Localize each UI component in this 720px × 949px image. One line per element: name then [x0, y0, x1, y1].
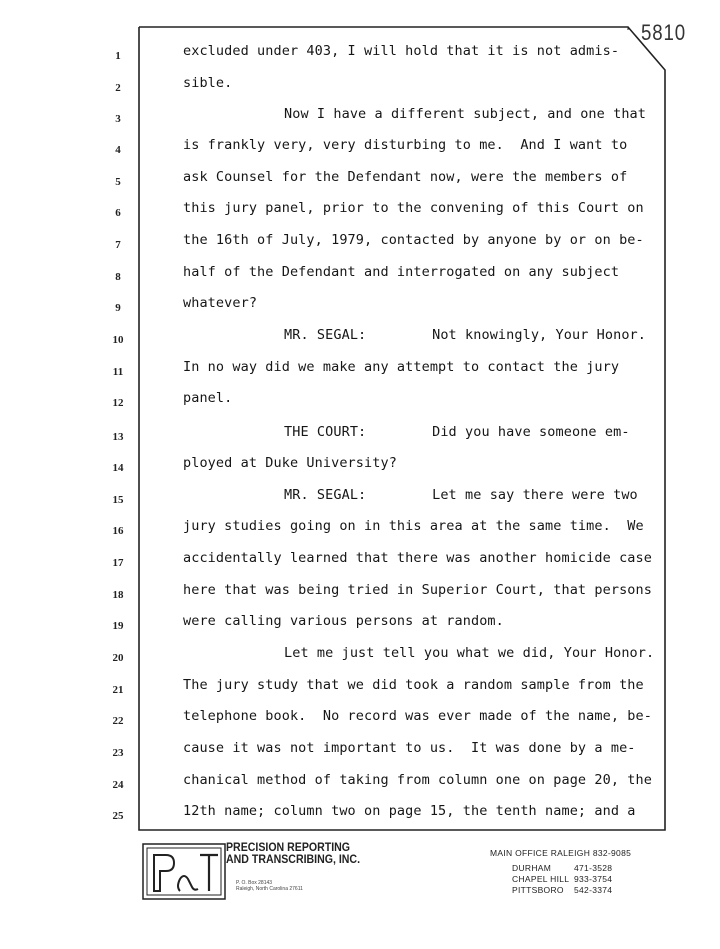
line-number: 8 — [115, 271, 121, 283]
line-number: 12 — [112, 397, 124, 409]
line-number: 20 — [112, 652, 124, 664]
transcript-line: Now I have a different subject, and one that — [284, 106, 647, 122]
transcript-line: The jury study that we did took a random sample from the — [183, 677, 644, 693]
po-city: Raleigh, North Carolina 27611 — [236, 886, 303, 892]
transcript-line: half of the Defendant and interrogated on any subject — [183, 264, 620, 280]
company-line-1: PRECISION REPORTING — [226, 842, 351, 854]
office-phone: 542-3374 — [574, 885, 613, 895]
transcript-line: this jury panel, prior to the convening of this Court on — [183, 200, 644, 216]
transcript-line: In no way did we make any attempt to contact the jury — [183, 359, 620, 375]
line-number: 24 — [112, 779, 124, 791]
transcript-line: were calling various persons at random. — [183, 613, 504, 629]
line-number: 19 — [112, 620, 124, 632]
line-number: 14 — [112, 462, 124, 474]
transcript-line: telephone book. No record was ever made of the name, be- — [183, 708, 652, 724]
transcript-line: accidentally learned that there was another homicide case — [183, 550, 652, 566]
line-number: 10 — [112, 334, 124, 346]
line-number: 7 — [115, 239, 121, 251]
line-number: 22 — [112, 715, 124, 727]
transcript-line: Let me just tell you what we did, Your Honor. — [284, 645, 655, 661]
line-number: 25 — [112, 810, 124, 822]
transcript-line: MR. SEGAL: Not knowingly, Your Honor. — [284, 327, 647, 343]
line-number: 16 — [112, 525, 124, 537]
office-city: CHAPEL HILL — [512, 874, 570, 884]
po-address — [236, 880, 303, 892]
main-office: MAIN OFFICE RALEIGH 832-9085 — [490, 848, 632, 858]
office-city: PITTSBORO — [512, 885, 564, 895]
transcript-line: excluded under 403, I will hold that it is not admis- — [183, 43, 620, 59]
transcript-line: THE COURT: Did you have someone em- — [284, 424, 630, 440]
transcript-line: here that was being tried in Superior Court, that persons — [183, 582, 652, 598]
page-number: 5810 — [641, 20, 687, 45]
transcript-line: cause it was not important to us. It was done by a me- — [183, 740, 636, 756]
transcript-line: ask Counsel for the Defendant now, were the members of — [183, 169, 628, 185]
transcript-line: the 16th of July, 1979, contacted by anyone by or on be- — [183, 232, 644, 248]
line-number: 15 — [112, 494, 124, 506]
line-number: 1 — [115, 50, 121, 62]
transcript-line: MR. SEGAL: Let me say there were two — [284, 487, 638, 503]
transcript-line: is frankly very, very disturbing to me. And I want to — [183, 137, 628, 153]
transcript-line: chanical method of taking from column one on page 20, the — [183, 772, 652, 788]
transcript-line: 12th name; column two on page 15, the tenth name; and a — [183, 803, 636, 819]
transcript-line: sible. — [183, 75, 233, 91]
line-number: 9 — [115, 302, 121, 314]
line-number: 4 — [115, 144, 121, 156]
po-box: P. O. Box 28143 — [236, 880, 273, 886]
line-number: 13 — [112, 431, 124, 443]
line-number: 21 — [112, 684, 124, 696]
line-number: 18 — [112, 589, 124, 601]
line-number: 3 — [115, 113, 121, 125]
office-phone: 933-3754 — [574, 874, 613, 884]
company-line-2: AND TRANSCRIBING, INC. — [226, 854, 361, 866]
company-name — [226, 842, 360, 866]
transcript-line: jury studies going on in this area at the same time. We — [183, 518, 644, 534]
line-number: 2 — [115, 82, 121, 94]
line-number: 5 — [115, 176, 121, 188]
office-phone: 471-3528 — [574, 863, 613, 873]
transcript-line: ployed at Duke University? — [183, 455, 397, 471]
line-number: 11 — [112, 366, 124, 378]
pt-logo-icon — [142, 843, 226, 900]
line-number: 6 — [115, 207, 121, 219]
transcript-line: panel. — [183, 390, 233, 406]
transcript-line: whatever? — [183, 295, 258, 311]
line-number: 23 — [112, 747, 124, 759]
office-city: DURHAM — [512, 863, 552, 873]
line-number: 17 — [112, 557, 124, 569]
